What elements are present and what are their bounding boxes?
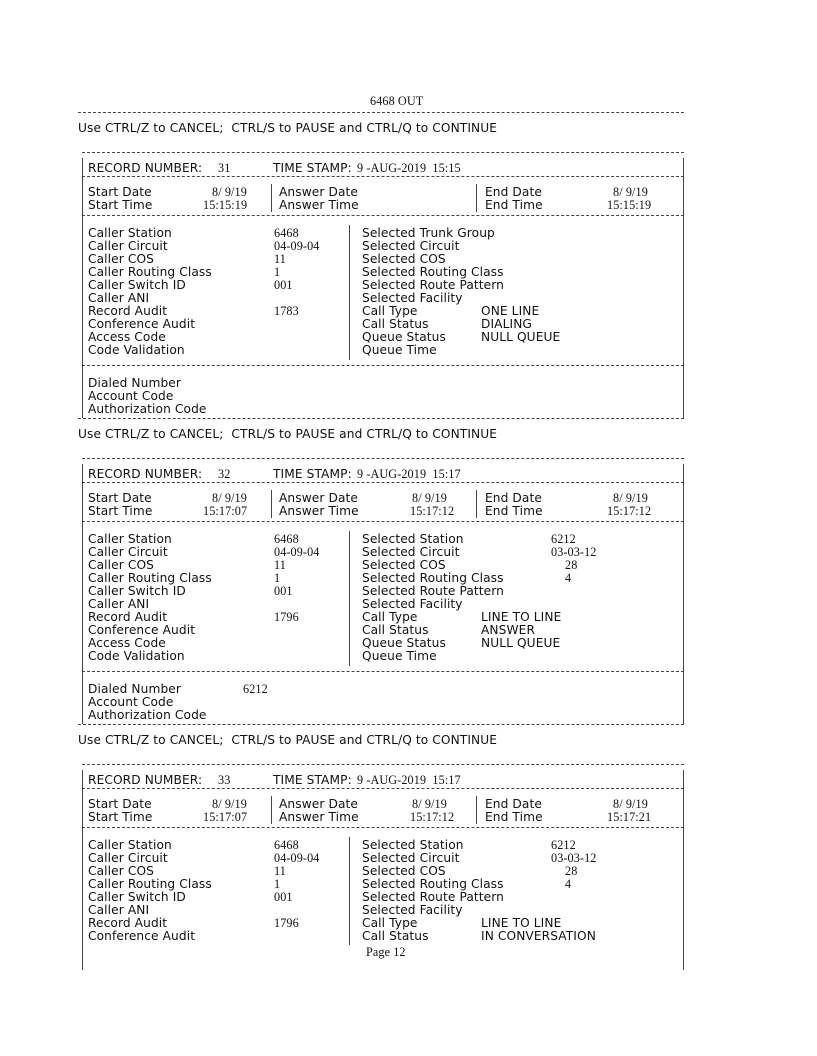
field-value: 1796 [274, 610, 299, 624]
field-label: Caller ANI [88, 597, 150, 611]
field-label: Selected Circuit [362, 239, 460, 253]
field-label: Caller Station [88, 838, 172, 852]
field-value: 03-03-12 [551, 545, 597, 559]
answer-time-label: Answer Time [279, 198, 359, 212]
field-label: Selected Routing Class [362, 265, 504, 279]
start-time-label: Start Time [88, 198, 153, 212]
field-label: Call Status [362, 317, 429, 331]
field-value: 11 [274, 558, 286, 572]
divider [82, 788, 684, 789]
separator [271, 490, 272, 518]
field-label: Caller Switch ID [88, 890, 186, 904]
time-stamp-label: TIME STAMP: [273, 161, 352, 175]
start-date-value: 8/ 9/19 [212, 491, 247, 505]
field-value: 04-09-04 [274, 239, 320, 253]
field-label: Call Status [362, 623, 429, 637]
field-value: 001 [274, 890, 293, 904]
field-label: Queue Status [362, 636, 446, 650]
field-label: Caller Switch ID [88, 278, 186, 292]
divider [82, 152, 684, 153]
field-label: Access Code [88, 636, 166, 650]
field-label: Conference Audit [88, 623, 196, 637]
divider [82, 764, 684, 765]
time-stamp-label: TIME STAMP: [273, 467, 352, 481]
field-label: Dialed Number [88, 682, 181, 696]
field-value: 6212 [551, 532, 576, 546]
field-label: Dialed Number [88, 376, 181, 390]
separator [271, 796, 272, 824]
page-number: Page 12 [366, 945, 406, 959]
field-label: Selected COS [362, 864, 446, 878]
field-label: Record Audit [88, 610, 168, 624]
field-label: Caller Routing Class [88, 265, 212, 279]
end-time-label: End Time [485, 810, 543, 824]
field-value: 28 [565, 864, 578, 878]
field-label: Record Audit [88, 304, 168, 318]
field-label: Queue Time [362, 343, 437, 357]
field-label: Selected Route Pattern [362, 890, 505, 904]
field-value: 1783 [274, 304, 299, 318]
answer-time-value: 15:17:12 [410, 504, 455, 518]
end-date-label: End Date [485, 185, 542, 199]
field-value: 11 [274, 252, 286, 266]
record-number-value: 31 [218, 161, 231, 175]
start-time-label: Start Time [88, 810, 153, 824]
end-time-value: 15:15:19 [607, 198, 652, 212]
border [683, 770, 684, 970]
divider [82, 458, 684, 459]
record-number-value: 33 [218, 773, 231, 787]
field-label: Caller COS [88, 252, 154, 266]
time-stamp-label: TIME STAMP: [273, 773, 352, 787]
field-value: NULL QUEUE [481, 636, 561, 650]
end-time-value: 15:17:21 [607, 810, 652, 824]
end-date-label: End Date [485, 797, 542, 811]
field-label: Caller ANI [88, 903, 150, 917]
answer-time-label: Answer Time [279, 504, 359, 518]
time-stamp-value: 9 -AUG-2019 15:17 [357, 773, 461, 787]
field-label: Access Code [88, 330, 166, 344]
divider [82, 521, 684, 522]
start-date-label: Start Date [88, 491, 152, 505]
field-label: Call Type [362, 916, 418, 930]
separator [476, 796, 477, 824]
field-value: 1 [274, 571, 281, 585]
answer-time-label: Answer Time [279, 810, 359, 824]
field-label: Authorization Code [88, 708, 207, 722]
border [82, 770, 83, 970]
field-value: 001 [274, 278, 293, 292]
end-date-value: 8/ 9/19 [613, 797, 648, 811]
answer-date-label: Answer Date [279, 797, 358, 811]
field-label: Selected Routing Class [362, 571, 504, 585]
field-label: Caller ANI [88, 291, 150, 305]
start-time-value: 15:15:19 [203, 198, 248, 212]
answer-time-value: 15:17:12 [410, 810, 455, 824]
field-value: 001 [274, 584, 293, 598]
divider [82, 827, 684, 828]
start-date-value: 8/ 9/19 [212, 797, 247, 811]
field-label: Conference Audit [88, 929, 196, 943]
field-value: 1796 [274, 916, 299, 930]
start-date-label: Start Date [88, 797, 152, 811]
field-label: Authorization Code [88, 402, 207, 416]
field-value: 1 [274, 877, 281, 891]
field-label: Record Audit [88, 916, 168, 930]
time-stamp-value: 9 -AUG-2019 15:17 [357, 467, 461, 481]
field-value: 28 [565, 558, 578, 572]
field-label: Selected Station [362, 532, 464, 546]
field-label: Selected Facility [362, 597, 463, 611]
field-value: ANSWER [481, 623, 536, 637]
field-value: 04-09-04 [274, 851, 320, 865]
call-record [0, 0, 817, 441]
field-label: Caller COS [88, 864, 154, 878]
notice-text: Use CTRL/Z to CANCEL; CTRL/S to PAUSE and CTRL/Q to CONTINUE [78, 121, 498, 135]
field-label: Code Validation [88, 649, 185, 663]
record-number-value: 32 [218, 467, 231, 481]
answer-date-label: Answer Date [279, 185, 358, 199]
field-label: Account Code [88, 389, 174, 403]
field-label: Call Type [362, 304, 418, 318]
divider [82, 482, 684, 483]
field-label: Call Status [362, 929, 429, 943]
field-label: Caller Circuit [88, 239, 168, 253]
field-label: Selected Trunk Group [362, 226, 495, 240]
notice-text: Use CTRL/Z to CANCEL; CTRL/S to PAUSE and CTRL/Q to CONTINUE [78, 427, 498, 441]
field-label: Queue Status [362, 330, 446, 344]
time-stamp-value: 9 -AUG-2019 15:15 [357, 161, 461, 175]
notice-text: Use CTRL/Z to CANCEL; CTRL/S to PAUSE and CTRL/Q to CONTINUE [78, 733, 498, 747]
separator [349, 837, 350, 945]
field-value: 11 [274, 864, 286, 878]
record-number-label: RECORD NUMBER: [88, 467, 203, 481]
field-label: Call Type [362, 610, 418, 624]
field-label: Caller Station [88, 532, 172, 546]
field-label: Selected Route Pattern [362, 278, 505, 292]
field-label: Selected Facility [362, 291, 463, 305]
field-value: DIALING [481, 317, 532, 331]
field-label: Selected Circuit [362, 545, 460, 559]
separator [476, 490, 477, 518]
start-date-value: 8/ 9/19 [212, 185, 247, 199]
field-value: LINE TO LINE [481, 610, 562, 624]
divider [82, 215, 684, 216]
field-value: 6468 [274, 838, 299, 852]
field-value: 4 [565, 571, 572, 585]
field-label: Account Code [88, 695, 174, 709]
field-label: Caller Switch ID [88, 584, 186, 598]
field-value: 1 [274, 265, 281, 279]
page-title: 6468 OUT [370, 94, 424, 108]
field-value: NULL QUEUE [481, 330, 561, 344]
field-value: ONE LINE [481, 304, 540, 318]
end-date-label: End Date [485, 491, 542, 505]
field-label: Selected COS [362, 558, 446, 572]
field-label: Code Validation [88, 343, 185, 357]
field-label: Selected Routing Class [362, 877, 504, 891]
end-date-value: 8/ 9/19 [613, 491, 648, 505]
field-value: 6468 [274, 226, 299, 240]
field-label: Caller COS [88, 558, 154, 572]
field-label: Selected Facility [362, 903, 463, 917]
answer-date-label: Answer Date [279, 491, 358, 505]
end-time-label: End Time [485, 198, 543, 212]
field-label: Selected Route Pattern [362, 584, 505, 598]
field-value: LINE TO LINE [481, 916, 562, 930]
separator [271, 184, 272, 212]
field-label: Selected Station [362, 838, 464, 852]
start-time-value: 15:17:07 [203, 810, 248, 824]
field-value: 4 [565, 877, 572, 891]
record-number-label: RECORD NUMBER: [88, 773, 203, 787]
field-value: 6468 [274, 532, 299, 546]
start-time-label: Start Time [88, 504, 153, 518]
field-label: Selected COS [362, 252, 446, 266]
field-value: 6212 [551, 838, 576, 852]
field-label: Conference Audit [88, 317, 196, 331]
field-label: Caller Circuit [88, 851, 168, 865]
field-label: Caller Circuit [88, 545, 168, 559]
field-value: 04-09-04 [274, 545, 320, 559]
divider [82, 176, 684, 177]
answer-date-value: 8/ 9/19 [412, 797, 447, 811]
field-label: Caller Routing Class [88, 571, 212, 585]
end-date-value: 8/ 9/19 [613, 185, 648, 199]
field-label: Queue Time [362, 649, 437, 663]
call-record [0, 306, 817, 747]
field-label: Caller Station [88, 226, 172, 240]
dialed-number-value: 6212 [243, 682, 268, 696]
field-label: Selected Circuit [362, 851, 460, 865]
end-time-label: End Time [485, 504, 543, 518]
call-record [0, 612, 817, 943]
field-value: 03-03-12 [551, 851, 597, 865]
field-value: IN CONVERSATION [481, 929, 596, 943]
separator [476, 184, 477, 212]
field-label: Caller Routing Class [88, 877, 212, 891]
record-number-label: RECORD NUMBER: [88, 161, 203, 175]
end-time-value: 15:17:12 [607, 504, 652, 518]
start-time-value: 15:17:07 [203, 504, 248, 518]
answer-date-value: 8/ 9/19 [412, 491, 447, 505]
start-date-label: Start Date [88, 185, 152, 199]
